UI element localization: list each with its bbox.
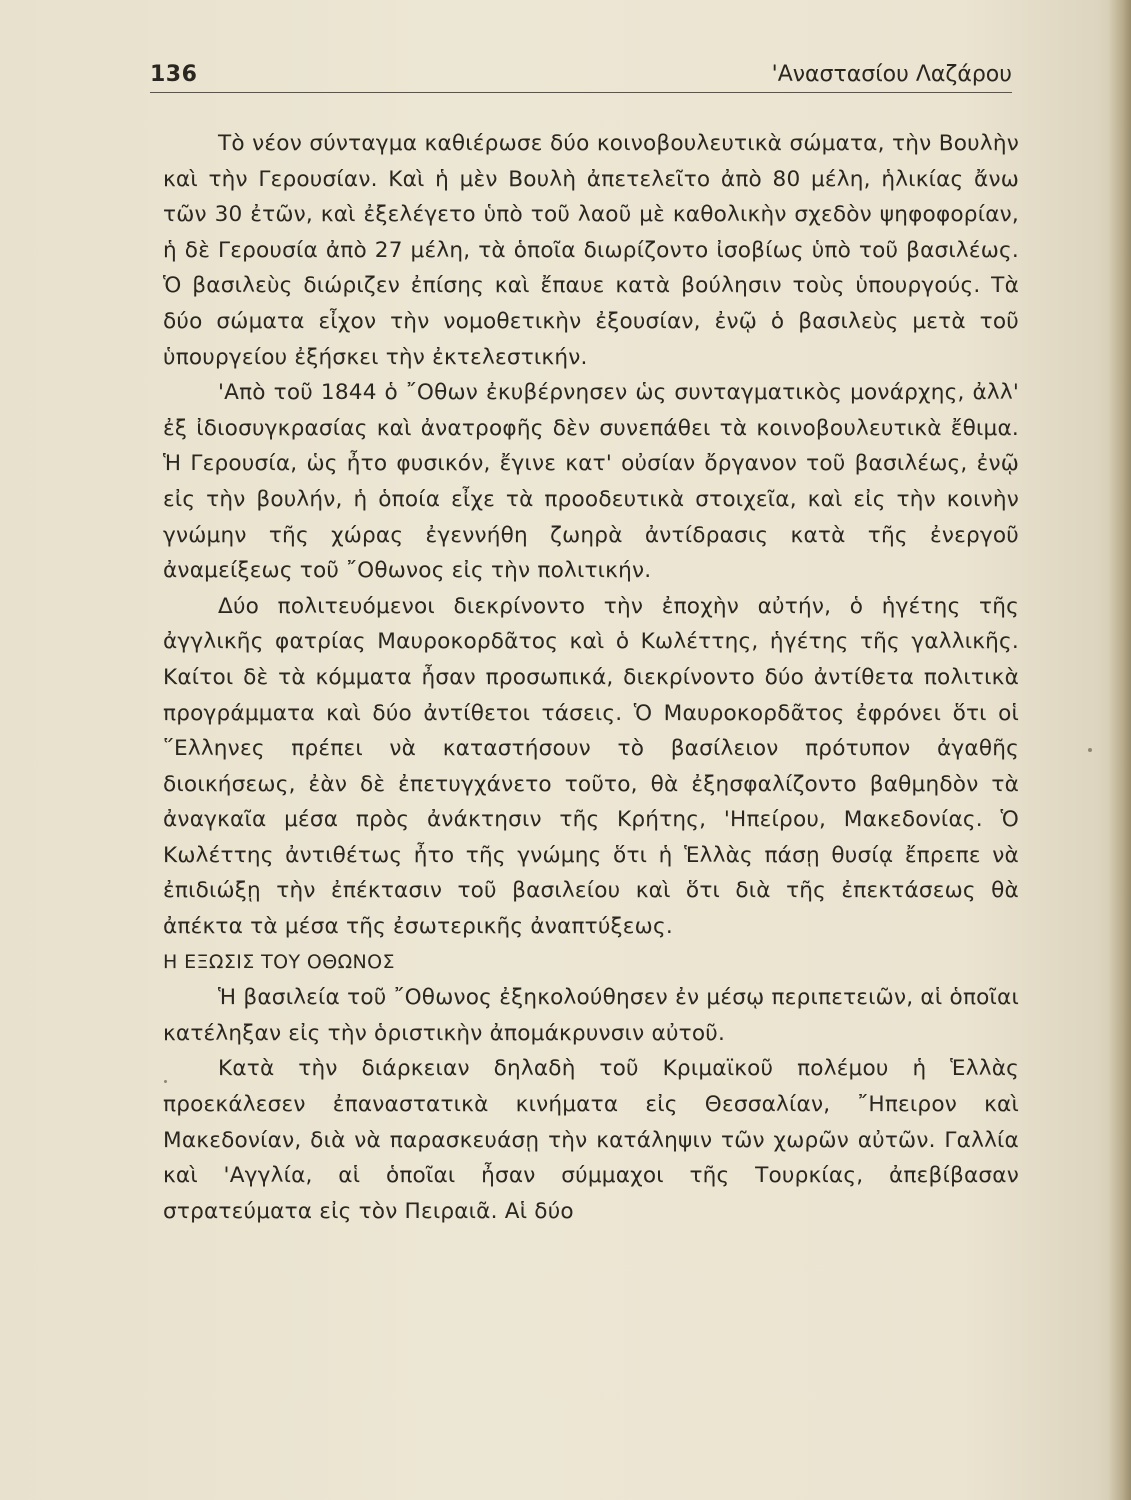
page-number: 136 (150, 62, 198, 87)
paragraph: Ἡ βασιλεία τοῦ ῎Οθωνος ἐξηκολούθησεν ἐν μέσῳ περιπετειῶν, αἱ ὁποῖαι κατέληξαν εἰς τὴν ὁριστικὴν ἀπομάκρυνσιν αὐτοῦ. (163, 985, 1019, 1046)
page-header (150, 60, 1012, 93)
paragraph: Τὸ νέον σύνταγμα καθιέρωσε δύο κοινοβουλευτικὰ σώματα, τὴν Βουλὴν καὶ τὴν Γερουσίαν. Καὶ ἡ μὲν Βουλὴ ἀπετελεῖτο ἀπὸ 80 μέλη, ἡλικίας ἄνω τῶν 30 ἐτῶν, καὶ ἐξελέγετο ὑπὸ τοῦ λαοῦ μὲ καθολικὴν σχεδὸν ψηφοφορίαν, ἡ δὲ Γερουσία ἀπὸ 27 μέλη, τὰ ὁποῖα διωρίζοντο ἰσοβίως ὑπὸ τοῦ βασιλέως. Ὁ βασιλεὺς διώριζεν ἐπίσης καὶ ἔπαυε κατὰ βούλησιν τοὺς ὑπουργούς. Τὰ δύο σώματα εἶχον τὴν νομοθετικὴν ἐξουσίαν, ἐνῷ ὁ βασιλεὺς μετὰ τοῦ ὑπουργείου ἐξήσκει τὴν ἐκτελεστικήν. (163, 131, 1019, 370)
page-spine-shadow (1109, 0, 1131, 1500)
paper-speck (1088, 748, 1092, 752)
paper-speck (164, 1080, 167, 1083)
paragraph: Κατὰ τὴν διάρκειαν δηλαδὴ τοῦ Κριμαϊκοῦ πολέμου ἡ Ἑλλὰς προεκάλεσεν ἐπαναστατικὰ κινήματα εἰς Θεσσαλίαν, ῎Ηπειρον καὶ Μακεδονίαν, διὰ νὰ παρασκευάσῃ τὴν κατάληψιν τῶν χωρῶν αὐτῶν. Γαλλία καὶ 'Αγγλία, αἱ ὁποῖαι ἦσαν σύμμαχοι τῆς Τουρκίας, ἀπεβίβασαν στρατεύματα εἰς τὸν Πειραιᾶ. Αἱ δύο (163, 1056, 1019, 1224)
paragraph: Δύο πολιτευόμενοι διεκρίνοντο τὴν ἐποχὴν αὐτήν, ὁ ἡγέτης τῆς ἀγγλικῆς φατρίας Μαυροκορδᾶτος καὶ ὁ Κωλέττης, ἡγέτης τῆς γαλλικῆς. Καίτοι δὲ τὰ κόμματα ἦσαν προσωπικά, διεκρίνοντο δύο ἀντίθετα πολιτικὰ προγράμματα καὶ δύο ἀντίθετοι τάσεις. Ὁ Μαυροκορδᾶτος ἐφρόνει ὅτι οἱ ῞Ελληνες πρέπει νὰ καταστήσουν τὸ βασίλειον πρότυπον ἀγαθῆς διοικήσεως, ἐὰν δὲ ἐπετυγχάνετο τοῦτο, θὰ ἐξησφαλίζοντο βαθμηδὸν τὰ ἀναγκαῖα μέσα πρὸς ἀνάκτησιν τῆς Κρήτης, 'Ηπείρου, Μακεδονίας. Ὁ Κωλέττης ἀντιθέτως ἦτο τῆς γνώμης ὅτι ἡ Ἑλλὰς πάσῃ θυσίᾳ ἔπρεπε νὰ ἐπιδιώξῃ τὴν ἐπέκτασιν τοῦ βασιλείου καὶ ὅτι διὰ τῆς ἐπεκτάσεως θὰ ἀπέκτα τὰ μέσα τῆς ἐσωτερικῆς ἀναπτύξεως. (163, 593, 1019, 940)
section-heading: Η ΕΞΩΣΙΣ ΤΟΥ ΟΘΩΝΟΣ (163, 950, 395, 973)
running-head: 'Αναστασίου Λαζάρου (771, 62, 1012, 87)
body-text (163, 126, 1019, 1229)
paragraph: 'Απὸ τοῦ 1844 ὁ ῎Οθων ἐκυβέρνησεν ὡς συνταγματικὸς μονάρχης, ἀλλ' ἐξ ἰδιοσυγκρασίας καὶ ἀνατροφῆς δὲν συνεπάθει τὰ κοινοβουλευτικὰ ἔθιμα. Ἡ Γερουσία, ὡς ἦτο φυσικόν, ἔγινε κατ' οὐσίαν ὄργανον τοῦ βασιλέως, ἐνῷ εἰς τὴν βουλήν, ἡ ὁποία εἶχε τὰ προοδευτικὰ στοιχεῖα, καὶ εἰς τὴν κοινὴν γνώμην τῆς χώρας ἐγεννήθη ζωηρὰ ἀντίδρασις κατὰ τῆς ἐνεργοῦ ἀναμείξεως τοῦ ῎Οθωνος εἰς τὴν πολιτικήν. (163, 380, 1019, 584)
